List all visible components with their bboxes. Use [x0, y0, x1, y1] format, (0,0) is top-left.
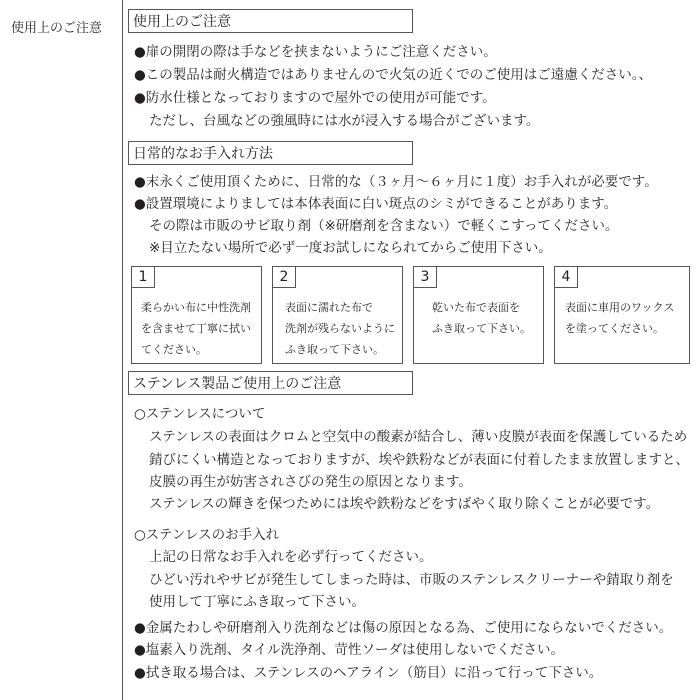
stainless-about-line: ステンレスの輝きを保つためには埃や鉄粉などをすばやく取り除くことが必要です。	[149, 496, 660, 512]
care-line: ※目立たない場所で必ず一度お試しになられてからご使用下さい。	[149, 240, 552, 256]
section-title-usage: 使用上のご注意	[128, 9, 413, 33]
stainless-care-heading: ○ステンレスのお手入れ	[134, 527, 280, 543]
stainless-bullet: ●塩素入り洗剤、タイル洗浄剤、苛性ソーダは使用しないでください。	[134, 642, 565, 658]
section-title-stainless: ステンレス製品ご使用上のご注意	[128, 371, 413, 395]
stainless-bullet: ●拭き取る場合は、ステンレスのヘアライン（筋目）に沿って行って下さい。	[134, 665, 603, 681]
step-number: 1	[131, 266, 155, 288]
care-line: ●末永くご使用頂くために、日常的な（３ヶ月〜６ヶ月に１度）お手入れが必要です。	[134, 174, 658, 190]
usage-line: ●この製品は耐火構造ではありませんので火気の近くでのご使用はご遠慮ください。、	[134, 67, 653, 83]
stainless-about-line: 皮膜の再生が妨害されさびの発生の原因となります。	[149, 474, 472, 490]
care-step-2	[272, 266, 403, 364]
care-step-1	[131, 266, 262, 364]
care-line: その際は市販のサビ取り剤（※研磨剤を含まない）で軽くこすってください。	[149, 218, 619, 234]
stainless-about-heading: ○ステンレスについて	[134, 406, 266, 422]
usage-line: ●扉の開閉の際は手などを挟まないようにご注意ください。	[134, 44, 497, 60]
step-text: 柔らかい布に中性洗剤 を含ませて丁寧に拭い てください。	[141, 301, 251, 356]
stainless-bullet: ●金属たわしや研磨剤入り洗剤などは傷の原因となる為、ご使用にならないでください。	[134, 620, 673, 636]
stainless-care-line: 使用して丁寧にふき取って下さい。	[149, 594, 365, 610]
step-number: 4	[554, 266, 578, 288]
step-number: 3	[413, 266, 437, 288]
step-text: 表面に車用のワックス を塗ってください。	[565, 301, 675, 335]
stainless-care-line: ひどい汚れやサビが発生してしまった時は、市販のステンレスクリーナーや錆取り剤を	[149, 572, 674, 588]
step-text: 乾いた布で表面を ふき取って下さい。	[432, 301, 531, 335]
step-number: 2	[272, 266, 296, 288]
sidebar	[0, 0, 123, 700]
stainless-care-line: 上記の日常なお手入れを必ず行ってください。	[149, 549, 433, 565]
sidebar-title: 使用上のご注意	[11, 21, 103, 36]
stainless-about-line: 錆びにくい構造となっておりますが、埃や鉄粉などが表面に付着したまま放置しますと、	[149, 452, 689, 468]
usage-line: ただし、台風などの強風時には水が浸入する場合がございます。	[149, 113, 540, 129]
care-step-3	[413, 266, 544, 364]
section-title-care: 日常的なお手入れ方法	[128, 141, 413, 165]
care-step-4	[554, 266, 690, 364]
step-text: 表面に濡れた布で 洗剤が残らないように ふき取って下さい。	[285, 301, 395, 356]
care-line: ●設置環境によりましては本体表面に白い斑点のシミができることがあります。	[134, 196, 618, 212]
stainless-about-line: ステンレスの表面はクロムと空気中の酸素が結合し、薄い皮膜が表面を保護しているため	[149, 429, 688, 445]
usage-line: ●防水仕様となっておりますので屋外での使用が可能です。	[134, 90, 496, 106]
